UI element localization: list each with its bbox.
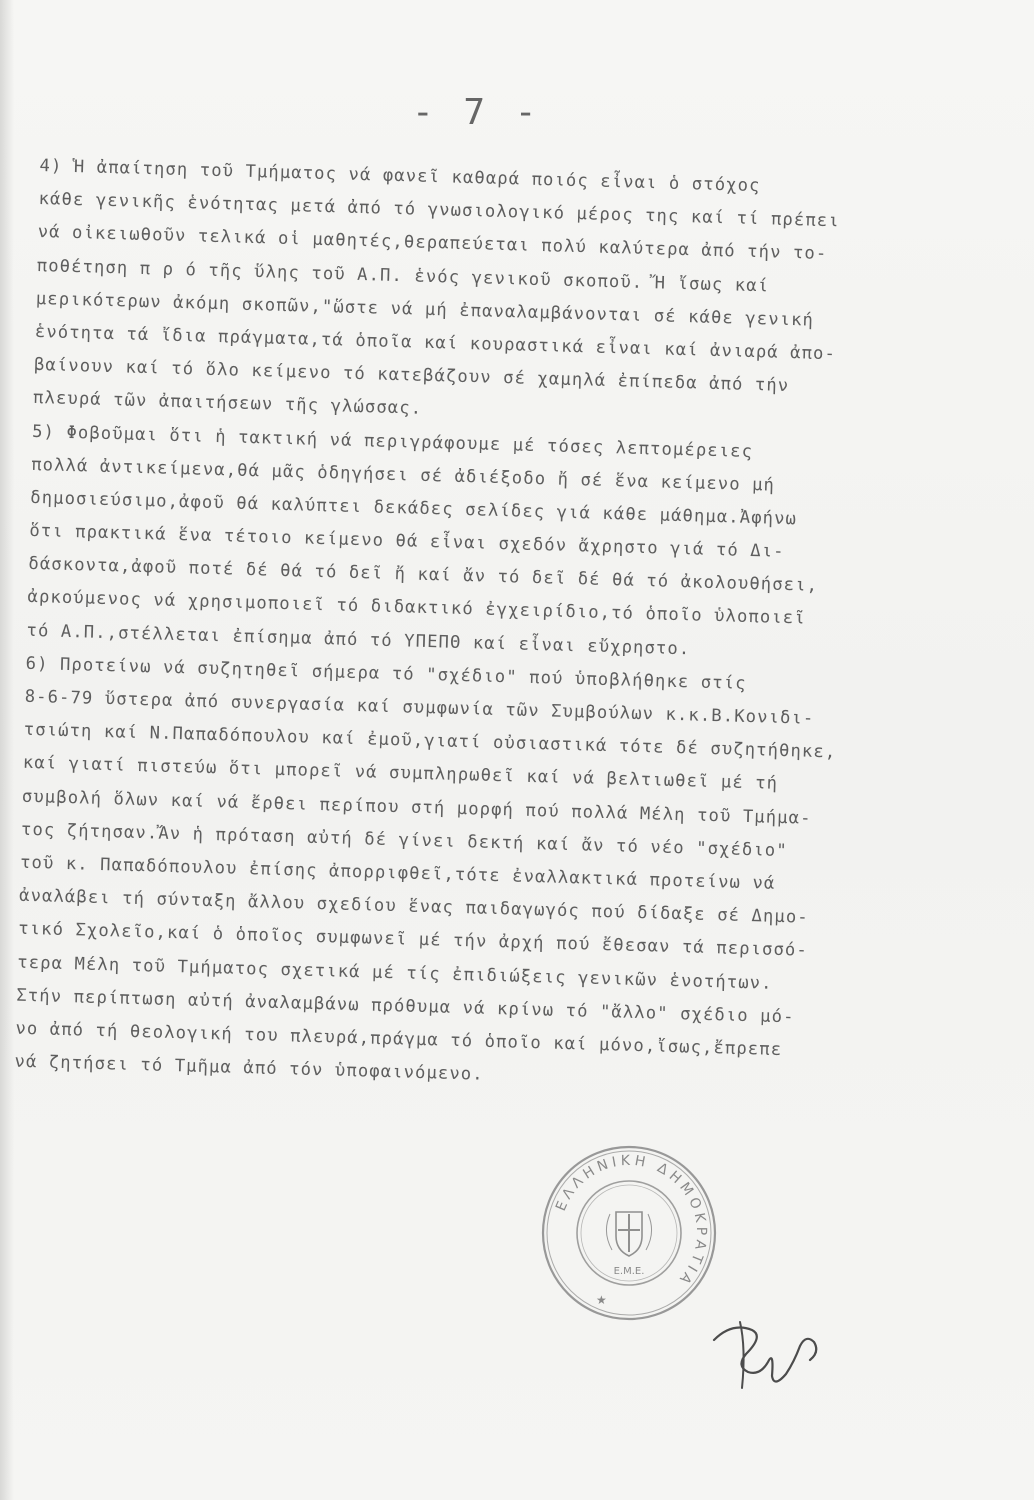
text-line: δάσκοντα,ἀφοῦ ποτέ δέ θά τό δεῖ ἤ καί ἄν τό δεῖ δέ θά τό ἀκολουθήσει,: [28, 554, 819, 597]
text-line: 4) Ἡ ἀπαίτηση τοῦ Τμήματος νά φανεῖ καθαρά ποιός εἶναι ὁ στόχος: [39, 155, 761, 197]
text-line: ἀναλάβει τή σύνταξη ἄλλου σχεδίου ἕνας παιδαγωγός πού δίδαξε σέ Δημο-: [18, 885, 810, 928]
text-line: 6) Προτείνω νά συζητηθεῖ σήμερα τό "σχέδιο" πού ὑποβλήθηκε στίς: [25, 653, 747, 694]
text-line: πλευρά τῶν ἀπαιτήσεων τῆς γλώσσας.: [32, 388, 423, 420]
text-line: ἑνότητα τά ἴδια πράγματα,τά ὁποῖα καί κουραστικά εἶναι καί ἀνιαρά ἀπο-: [34, 321, 837, 365]
text-line: Στήν περίπτωση αὐτή ἀναλαμβάνω πρόθυμα νά κρίνω τό "ἄλλο" σχέδιο μό-: [16, 985, 795, 1028]
page-edge-shadow: [0, 0, 14, 1500]
text-line: μερικότερων ἀκόμη σκοπῶν,"ὥστε νά μή ἐπαναλαμβάνονται σέ κάθε γενική: [35, 288, 815, 331]
text-line: τερα Μέλη τοῦ Τμήματος σχετικά μέ τίς ἐπιδιώξεις γενικῶν ἑνοτήτων.: [17, 952, 773, 994]
text-line: νο ἀπό τή θεολογική του πλευρά,πράγμα τό ὁποῖο καί μόνο,ἴσως,ἔπρεπε: [15, 1018, 783, 1060]
text-line: δημοσιεύσιμο,ἀφοῦ θά καλύπτει δεκάδες σελίδες γιά κάθε μάθημα.Ἀφήνω: [30, 487, 798, 530]
official-seal-stamp: [538, 1142, 720, 1324]
text-line: 5) Φοβοῦμαι ὅτι ἡ τακτική νά περιγράφουμε μέ τόσες λεπτομέρειες: [31, 421, 754, 462]
text-line: συμβολή ὅλων καί νά ἔρθει περίπου στή μορφή πού πολλά Μέλη τοῦ Τμήμα-: [21, 786, 812, 829]
text-line: ποθέτηση π ρ ό τῆς ὕλης τοῦ Α.Π. ἑνός γενικοῦ σκοποῦ. Ἤ ἴσως καί: [36, 255, 770, 296]
text-line: ὅτι πρακτικά ἕνα τέτοιο κείμενο θά εἶναι σχεδόν ἄχρηστο γιά τό Δι-: [29, 520, 785, 563]
text-line: βαίνουν καί τό ὅλο κείμενο τό κατεβάζουν σέ χαμηλά ἐπίπεδα ἀπό τήν: [33, 355, 790, 397]
coat-of-arms-icon: [606, 1212, 651, 1256]
text-line: τό Α.Π.,στέλλεται ἐπίσημα ἀπό τό ΥΠΕΠΘ καί εἶναι εὔχρηστο.: [26, 620, 691, 659]
text-line: καί γιατί πιστεύω ὅτι μπορεῖ νά συμπληρωθεῖ καί νά βελτιωθεῖ μέ τή: [22, 753, 779, 795]
text-line: ἀρκούμενος νά χρησιμοποιεῖ τό διδακτικό ἐγχειρίδιο,τό ὁποῖο ὑλοποιεῖ: [27, 587, 806, 629]
star-icon: ★: [596, 1293, 607, 1307]
text-line: τοῦ κ. Παπαδόπουλου ἐπίσης ἀπορριφθεῖ,τότε ἐναλλακτικά προτείνω νά: [19, 852, 776, 894]
text-line: 8-6-79 ὕστερα ἀπό συνεργασία καί συμφωνία τῶν Συμβούλων κ.κ.Β.Κονιδι-: [24, 686, 815, 729]
text-line: νά οἰκειωθοῦν τελικά οἱ μαθητές,θεραπεύεται πολύ καλύτερα ἀπό τήν το-: [37, 222, 828, 265]
seal-inner-text: Ε.Μ.Ε.: [613, 1266, 645, 1277]
text-line: κάθε γενικῆς ἑνότητας μετά ἀπό τό γνωσιολογικό μέρος της καί τί πρέπει: [38, 189, 840, 232]
text-line: νά ζητήσει τό Τμῆμα ἀπό τόν ὑποφαινόμενο.: [14, 1051, 484, 1085]
page-number: - 7 -: [412, 92, 541, 133]
text-line: πολλά ἀντικείμενα,θά μᾶς ὁδηγήσει σέ ἀδιέξοδο ἤ σέ ἕνα κείμενο μή: [30, 454, 776, 496]
seal-outer-text: ΕΛΛΗΝΙΚΗ ΔΗΜΟΚΡΑΤΙΑ: [553, 1152, 710, 1290]
text-line: τσιώτη καί Ν.Παπαδόπουλου καί ἐμοῦ,γιατί οὐσιαστικά τότε δέ συζητήθηκε,: [23, 719, 837, 763]
text-line: τικό Σχολεῖο,καί ὁ ὁποῖος συμφωνεῖ μέ τήν ἀρχή πού ἔθεσαν τά περισσό-: [17, 919, 809, 962]
text-line: τος ζήτησαν.Ἄν ἡ πρόταση αὐτή δέ γίνει δεκτή καί ἄν τό νέο "σχέδιο": [20, 819, 789, 861]
document-body: [14, 150, 1000, 1106]
handwritten-signature: [702, 1302, 842, 1402]
